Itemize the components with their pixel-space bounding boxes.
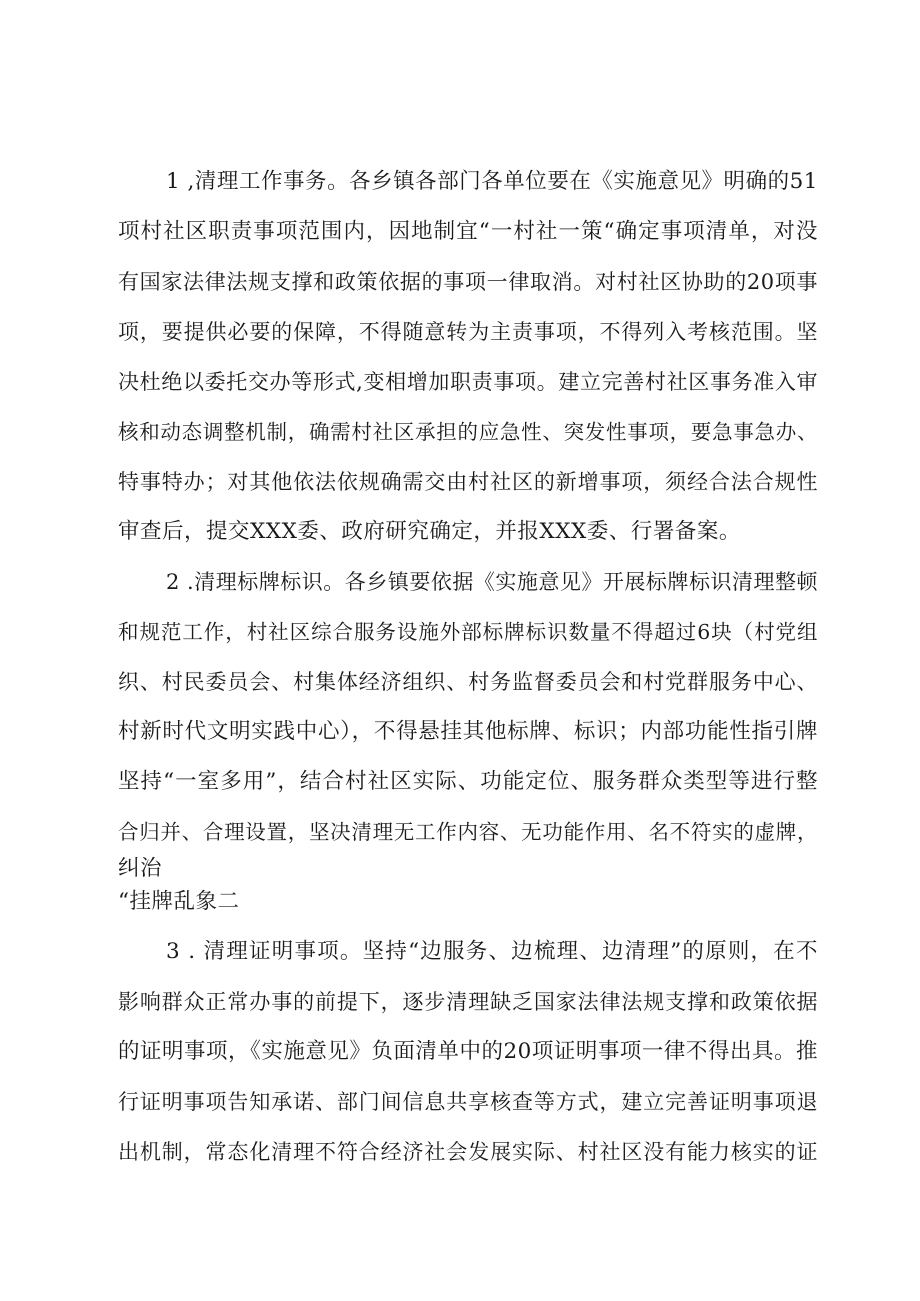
paragraph-3-line-3: 的证明事项，《实施意见》负面清单中的20项证明事项一律不得出具。推 — [118, 1039, 818, 1064]
paragraph-3-line-4: 行证明事项告知承诺、部门间信息共享核查等方式，建立完善证明事项退 — [118, 1090, 818, 1114]
paragraph-3-line-2: 影响群众正常办事的前提下，逐步清理缺乏国家法律法规支撑和政策依据 — [118, 990, 818, 1014]
paragraph-1-line-8: 审查后，提交XXX委、政府研究确定，并报XXX委、行署备案。 — [118, 519, 741, 544]
paragraph-2-line-7: 纠治 — [118, 856, 163, 881]
paragraph-2-line-5: 坚持“一室多用”，结合村社区实际、功能定位、服务群众类型等进行整 — [118, 769, 818, 794]
paragraph-2-line-2: 和规范工作，村社区综合服务设施外部标牌标识数量不得超过6块（村党组 — [118, 620, 818, 644]
paragraph-2-line-8: “挂牌乱象二 — [118, 889, 240, 914]
paragraph-1-line-3: 有国家法律法规支撑和政策依据的事项一律取消。对村社区协助的20项事 — [118, 270, 818, 294]
paragraph-1-line-6: 核和动态调整机制，确需村社区承担的应急性、突发性事项，要急事急办、 — [118, 420, 818, 444]
paragraph-2-line-3: 织、村民委员会、村集体经济组织、村务监督委员会和村党群服务中心、 — [118, 670, 818, 694]
paragraph-3-line-1: 3 . 清理证明事项。坚持“边服务、边梳理、边清理”的原则，在不 — [166, 939, 818, 964]
paragraph-2-line-4: 村新时代文明实践中心），不得悬挂其他标牌、标识；内部功能性指引牌 — [118, 719, 818, 744]
paragraph-1-line-5: 决杜绝以委托交办等形式,变相增加职责事项。建立完善村社区事务准入审 — [118, 370, 818, 394]
paragraph-1-line-4: 项，要提供必要的保障，不得随意转为主责事项，不得列入考核范围。坚 — [118, 320, 818, 344]
paragraph-2-line-1: 2 .清理标牌标识。各乡镇要依据《实施意见》开展标牌标识清理整顿 — [166, 570, 818, 594]
paragraph-1-line-2: 项村社区职责事项范围内，因地制宜“一村社一策“确定事项清单，对没 — [118, 219, 818, 244]
paragraph-3-line-5: 出机制，常态化清理不符合经济社会发展实际、村社区没有能力核实的证 — [118, 1140, 818, 1164]
paragraph-1-line-1: 1 ,清理工作事务。各乡镇各部门各单位要在《实施意见》明确的51 — [166, 169, 818, 194]
paragraph-2-line-6: 合归并、合理设置，坚决清理无工作内容、无功能作用、名不符实的虚牌， — [118, 820, 818, 844]
paragraph-1-line-7: 特事特办；对其他依法依规确需交由村社区的新增事项，须经合法合规性 — [118, 470, 818, 494]
